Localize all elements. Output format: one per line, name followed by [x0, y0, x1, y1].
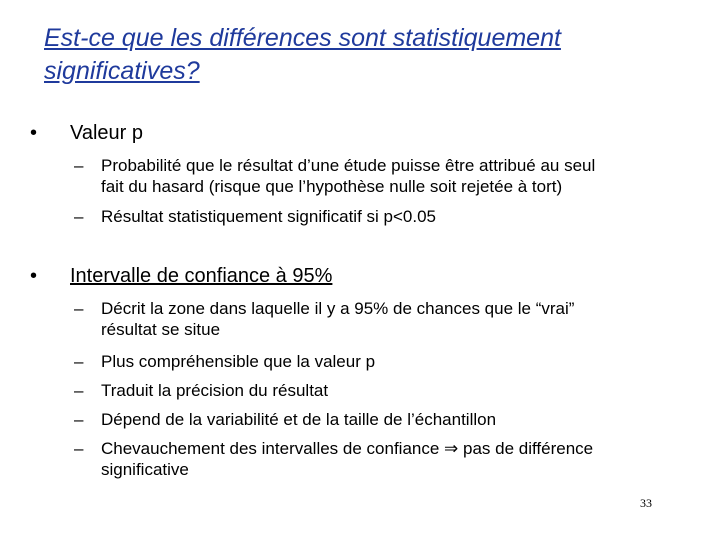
bullet-heading: Valeur p	[70, 122, 144, 144]
slide-title: Est-ce que les différences sont statistiquement significatives?	[44, 24, 561, 85]
bullet-marker: •	[30, 122, 38, 144]
dash-marker: –	[74, 352, 84, 371]
dash-marker: –	[74, 299, 84, 318]
sub-item-text: Traduit la précision du résultat	[101, 381, 329, 400]
dash-marker: –	[74, 381, 84, 400]
dash-marker: –	[74, 156, 84, 175]
sub-item-text: Résultat statistiquement significatif si p<0.05	[101, 207, 436, 226]
dash-marker: –	[74, 410, 84, 429]
sub-item-text: Probabilité que le résultat d’une étude puisse être attribué au seul fait du hasard (risque que l’hypothèse nulle soit rejetée à tort)	[101, 156, 596, 196]
sub-item-text: Plus compréhensible que la valeur p	[101, 352, 376, 371]
bullet-heading: Intervalle de confiance à 95%	[70, 265, 333, 287]
dash-marker: –	[74, 439, 84, 458]
dash-marker: –	[74, 207, 84, 226]
page-number: 33	[640, 496, 652, 510]
sub-item-text: Chevauchement des intervalles de confiance ⇒ pas de différence significative	[101, 439, 594, 479]
sub-item-text: Décrit la zone dans laquelle il y a 95% de chances que le “vrai” résultat se situe	[101, 299, 575, 339]
bullet-marker: •	[30, 265, 38, 287]
sub-item-text: Dépend de la variabilité et de la taille de l’échantillon	[101, 410, 497, 429]
